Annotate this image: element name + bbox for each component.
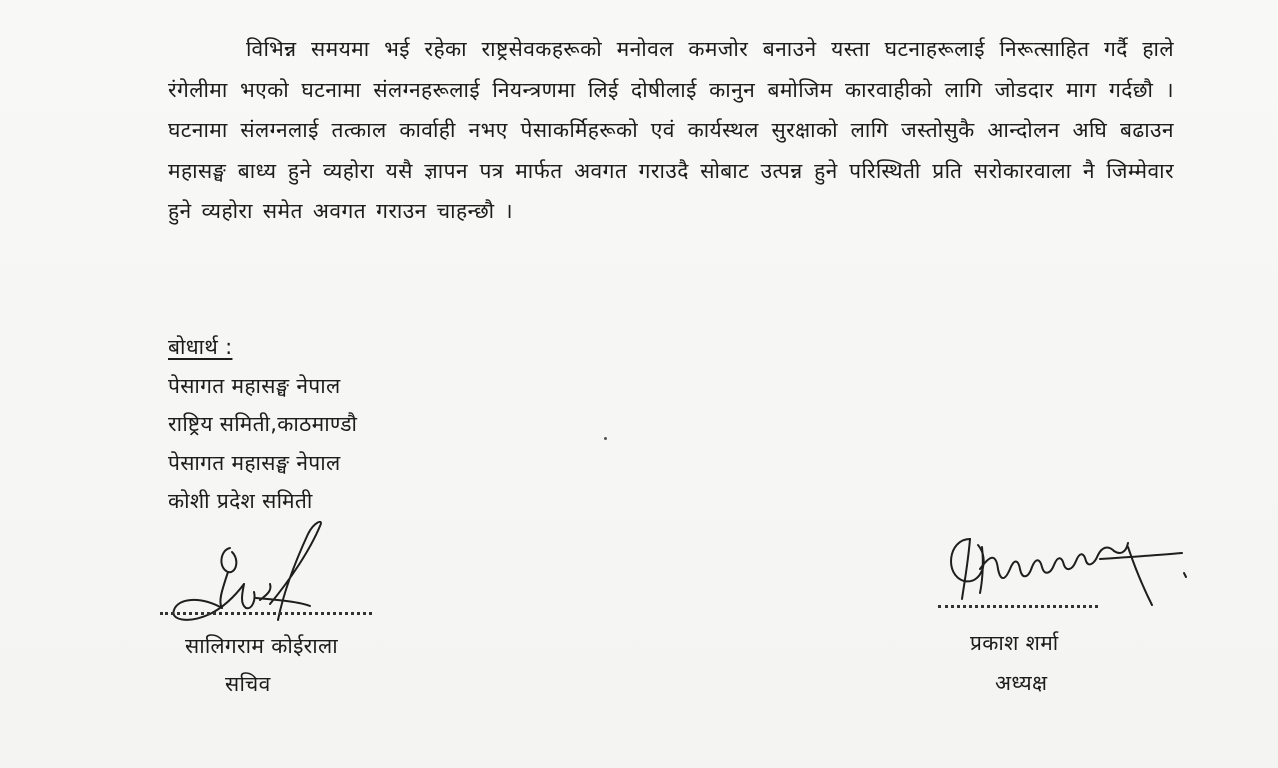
secretary-name: सालिगराम कोईराला xyxy=(185,634,338,658)
stray-mark xyxy=(604,437,607,440)
cc-heading: बोधार्थ : xyxy=(168,335,233,359)
chair-title: अध्यक्ष xyxy=(995,671,1048,695)
handwritten-signature-secretary xyxy=(160,520,400,650)
cc-line-4: कोशी प्रदेश समिती xyxy=(168,489,313,513)
signature-block-chair xyxy=(930,525,1200,710)
cc-line-1: पेसागत महासङ्घ नेपाल xyxy=(168,373,341,398)
signature-block-secretary xyxy=(160,520,400,710)
cc-line-2: राष्ट्रिय समिती,काठमाण्डौ xyxy=(168,412,358,436)
secretary-title: सचिव xyxy=(225,672,271,696)
letter-body-paragraph: विभिन्न समयमा भई रहेका राष्ट्रसेवकहरूको मनोवल कमजोर बनाउने यस्ता घटनाहरूलाई निरूत्साहित गर्दै हाले रंगेलीमा भएको घटनामा संलग्नहरूलाई नियन्त्रणमा लिई दोषीलाई कानुन बमोजिम कारवाहीको लागि जोडदार माग गर्दछौ । घटनामा संलग्नलाई तत्काल कार्वाही नभए पेसाकर्मिहरूको एवं कार्यस्थल सुरक्षाको लागि जस्तोसुकै आन्दोलन अघि बढाउन महासङ्घ बाध्य हुने व्यहोरा यसै ज्ञापन पत्र मार्फत अवगत गराउदै सोबाट उत्पन्न हुने परिस्थिती प्रति सरोकारवाला नै जिम्मेवार हुने व्यहोरा समेत अवगत गराउन चाहन्छौ । xyxy=(168,37,1175,223)
cc-line-3: पेसागत महासङ्घ नेपाल xyxy=(168,450,341,475)
signature-dotted-line-left xyxy=(160,612,372,615)
cc-block xyxy=(168,328,357,521)
handwritten-signature-chair xyxy=(930,525,1200,635)
chair-name: प्रकाश शर्मा xyxy=(970,631,1059,655)
signature-dotted-line-right xyxy=(938,605,1098,608)
